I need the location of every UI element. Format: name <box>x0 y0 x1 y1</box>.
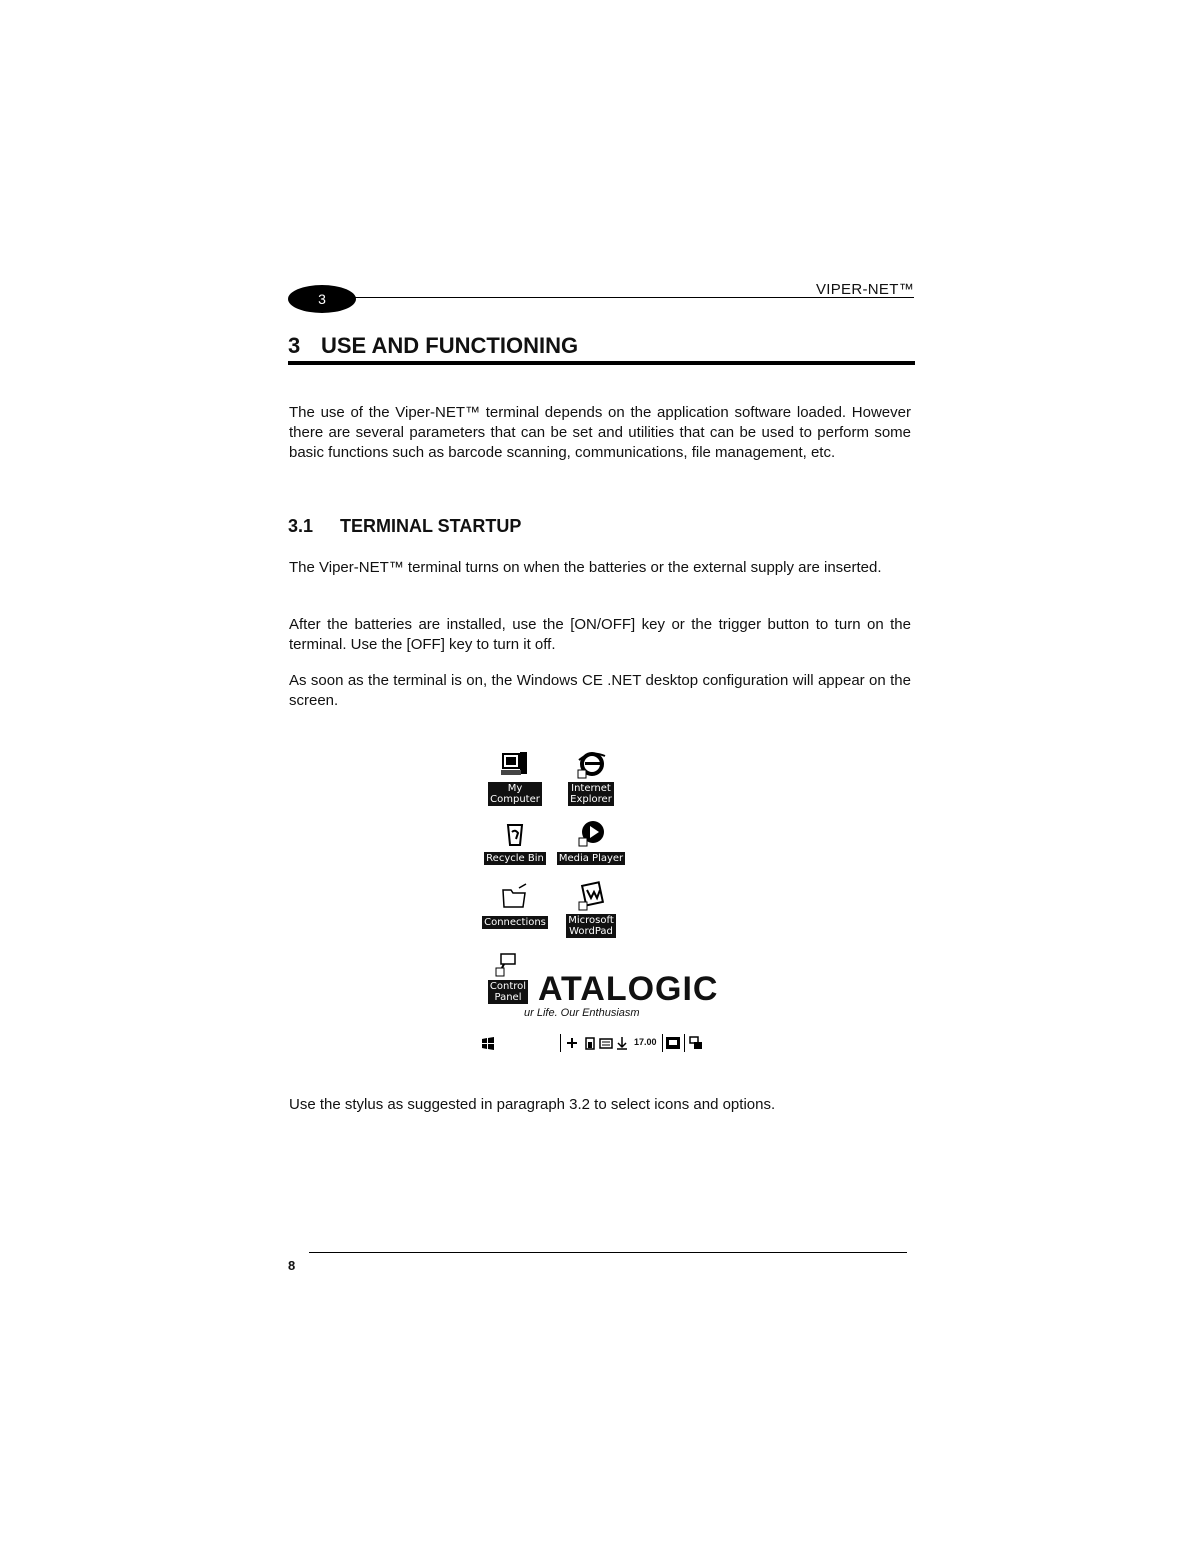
taskbar <box>470 1032 720 1054</box>
desktop-icon-label: Internet Explorer <box>570 783 612 805</box>
chapter-heading <box>288 333 578 359</box>
taskbar-divider <box>684 1034 685 1052</box>
control-panel-icon <box>493 950 523 978</box>
start-button-icon[interactable] <box>480 1035 496 1051</box>
desktop-icon-label: Microsoft WordPad <box>568 915 614 937</box>
desktop-icon-label: Recycle Bin <box>486 853 544 864</box>
recycle-bin-icon <box>499 820 531 848</box>
desktop-icon-label: Media Player <box>558 853 624 864</box>
network-icon[interactable] <box>565 1036 579 1050</box>
chapter-heading-rule <box>288 361 915 365</box>
desktop-icon-internet-explorer[interactable] <box>556 748 626 807</box>
keyboard-icon[interactable] <box>599 1036 613 1050</box>
desktop-icon-label: Connections <box>484 917 546 928</box>
desktop-icon-label: Control Panel <box>489 981 527 1003</box>
wordpad-icon <box>575 880 607 912</box>
chapter-badge <box>288 285 356 313</box>
taskbar-clock: 17.00 <box>634 1037 657 1047</box>
taskbar-divider <box>662 1034 663 1052</box>
chapter-heading-number: 3 <box>288 333 301 358</box>
desktop-windows-icon[interactable] <box>689 1036 703 1050</box>
chapter-heading-title: USE AND FUNCTIONING <box>321 333 579 358</box>
desktop-icon-control-panel[interactable] <box>480 950 536 1005</box>
media-player-icon <box>575 818 607 848</box>
chapter-intro-paragraph: The use of the Viper-NET™ terminal depends on the application software loaded. However there are several parameters that can be set and utilities that can be used to perform some basic functions such as barcode scanning, communications, file management, etc. <box>289 404 911 461</box>
desktop-icon-connections[interactable] <box>480 882 550 930</box>
startup-paragraph-2: After the batteries are installed, use the [ON/OFF] key or the trigger button to turn on the terminal. Use the [OFF] key to turn it off. <box>289 616 911 653</box>
startup-paragraph-3: As soon as the terminal is on, the Windows CE .NET desktop configuration will appear on the screen. <box>289 672 911 709</box>
section-heading-number: 3.1 <box>288 516 314 536</box>
desktop-icon-microsoft-wordpad[interactable] <box>556 880 626 939</box>
datalogic-tagline: ur Life. Our Enthusiasm <box>524 1007 640 1019</box>
desktop-icon-recycle-bin[interactable] <box>480 820 550 866</box>
desktop-screenshot <box>470 742 720 1060</box>
section-heading-title: TERMINAL STARTUP <box>340 516 522 536</box>
startup-paragraph-1: The Viper-NET™ terminal turns on when the batteries or the external supply are inserted. <box>289 559 882 576</box>
page-number: 8 <box>288 1258 296 1273</box>
footer-rule <box>309 1252 907 1253</box>
desktop-icon-media-player[interactable] <box>556 818 626 866</box>
usb-connection-icon[interactable] <box>615 1036 629 1050</box>
running-header: VIPER-NET™ <box>815 281 914 298</box>
ie-icon <box>575 748 607 780</box>
datalogic-logo: ATALOGIC <box>538 970 719 1008</box>
folder-icon <box>499 882 531 912</box>
taskbar-divider <box>560 1034 561 1052</box>
desktop-icon-my-computer[interactable] <box>480 750 550 807</box>
chapter-badge-number: 3 <box>318 291 326 307</box>
input-panel-icon[interactable] <box>665 1036 681 1050</box>
section-heading <box>288 516 521 537</box>
closing-paragraph: Use the stylus as suggested in paragraph 3.2 to select icons and options. <box>289 1096 776 1113</box>
computer-icon <box>499 750 531 780</box>
desktop-icon-label: My Computer <box>490 783 540 805</box>
battery-icon[interactable] <box>583 1036 597 1050</box>
